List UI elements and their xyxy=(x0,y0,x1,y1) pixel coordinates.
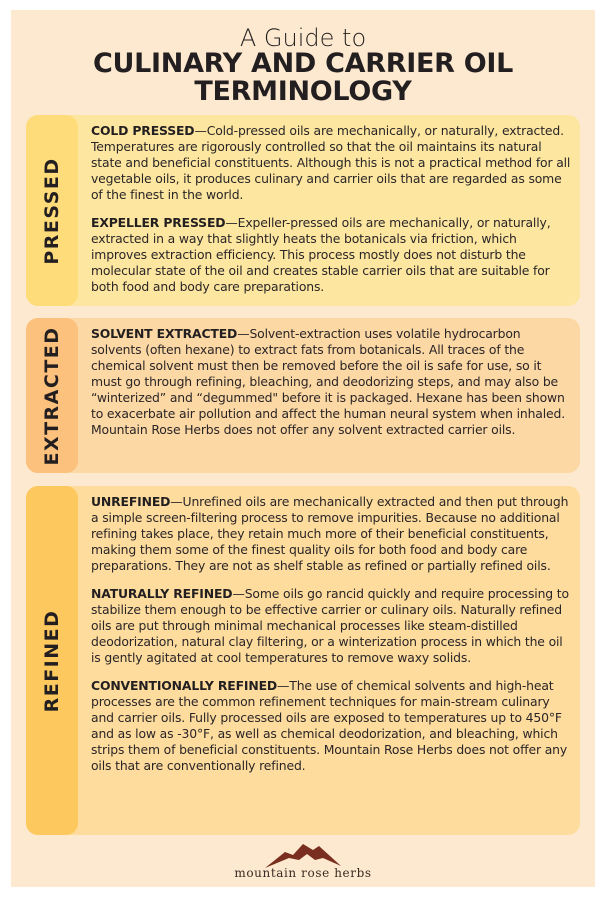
entry-text: Cold-pressed oils are mechanically, or naturally, extracted. Temperatures are rigorously controlled so that the oil maintains its natural state and beneficial constituents. Although this is not a practical method for all vegetable oils, it produces culinary and carrier oils that are regarded as some of the finest in the world. xyxy=(91,123,571,202)
entry-text: Unrefined oils are mechanically extracted and then put through a simple screen-filtering process to remove impurities. Because no additional refining takes place, they retain much more of their beneficial constituents, making them some of the finest quality oils for both food and body care preparations. They are not as shelf stable as refined or partially refined oils. xyxy=(91,494,569,573)
title-subtitle: A Guide to xyxy=(239,24,367,52)
page-title xyxy=(11,50,595,106)
title-line-2: TERMINOLOGY xyxy=(194,76,412,107)
entry-text: Solvent-extraction uses volatile hydrocarbon solvents (often hexane) to extract fats from botanicals. All traces of the chemical solvent must then be removed before the oil is safe for use, so it must go through refining, bleaching, and deodorizing steps, and may also be “winterized” and “degummed" before it is packaged. Hexane has been shown to exacerbate air pollution and affect the human neural system when inhaled. Mountain Rose Herbs does not offer any solvent extracted carrier oils. xyxy=(91,326,566,437)
brand-logo xyxy=(11,842,595,884)
entry-term: NATURALLY REFINED xyxy=(91,586,233,601)
entry-term: COLD PRESSED xyxy=(91,123,195,138)
section-label: PRESSED xyxy=(41,156,63,265)
section-refined xyxy=(26,486,580,835)
entry-text: Some oils go rancid quickly and require processing to stabilize them enough to be effective carrier or culinary oils. Naturally refined oils are put through minimal mechanical processes like steam-distilled deodorization, natural clay filtering, or a winterization process in which the oil is gently agitated at cool temperatures to remove waxy solids. xyxy=(91,586,569,665)
entry-term: SOLVENT EXTRACTED xyxy=(91,326,238,341)
title-line-1: CULINARY AND CARRIER OIL xyxy=(92,48,514,79)
entry-expeller-pressed: EXPELLER PRESSED—Expeller-pressed oils are mechanically, or naturally, extracted in a way that slightly heats the botanicals via friction, which improves extraction efficiency. This process mostly does not disturb the molecular state of the oil and creates stable carrier oils that are suitable for both food and body care preparations. xyxy=(91,215,551,294)
section-extracted xyxy=(26,318,580,473)
entry-text: The use of chemical solvents and high-heat processes are the common refinement techniques for main-stream culinary and carrier oils. Fully processed oils are exposed to temperatures up to 450°F and as low as -30°F, as well as chemical deodorization, and bleaching, which strips them of beneficial constituents. Mountain Rose Herbs does not offer any oils that are conventionally refined. xyxy=(91,678,568,773)
section-content xyxy=(91,123,574,307)
section-content xyxy=(91,326,574,450)
section-tab-extracted xyxy=(26,318,78,473)
section-label: EXTRACTED xyxy=(41,325,63,466)
infographic-panel xyxy=(11,10,595,887)
entry-cold-pressed: COLD PRESSED—Cold-pressed oils are mechanically, or naturally, extracted. Temperatures are rigorously controlled so that the oil maintains its natural state and beneficial constituents. Although this is not a practical method for all vegetable oils, it produces culinary and carrier oils that are regarded as some of the finest in the world. xyxy=(91,123,571,202)
section-content xyxy=(91,494,574,786)
section-pressed xyxy=(26,115,580,306)
section-tab-refined xyxy=(26,486,78,835)
entry-conventionally-refined: CONVENTIONALLY REFINED—The use of chemical solvents and high-heat processes are the common refinement techniques for main-stream culinary and carrier oils. Fully processed oils are exposed to temperatures up to 450°F and as low as -30°F, as well as chemical deodorization, and bleaching, which strips them of beneficial constituents. Mountain Rose Herbs does not offer any oils that are conventionally refined. xyxy=(91,678,568,773)
section-label: REFINED xyxy=(41,609,63,712)
brand-name: mountain rose herbs xyxy=(234,866,372,880)
entry-naturally-refined: NATURALLY REFINED—Some oils go rancid quickly and require processing to stabilize them enough to be effective carrier or culinary oils. Naturally refined oils are put through minimal mechanical processes like steam-distilled deodorization, natural clay filtering, or a winterization process in which the oil is gently agitated at cool temperatures to remove waxy solids. xyxy=(91,586,569,665)
entry-unrefined: UNREFINED—Unrefined oils are mechanically extracted and then put through a simple screen-filtering process to remove impurities. Because no additional refining takes place, they retain much more of their beneficial constituents, making them some of the finest quality oils for both food and body care preparations. They are not as shelf stable as refined or partially refined oils. xyxy=(91,494,569,573)
mountain-icon xyxy=(263,842,343,868)
entry-term: EXPELLER PRESSED xyxy=(91,215,226,230)
entry-text: Expeller-pressed oils are mechanically, or naturally, extracted in a way that slightly heats the botanicals via friction, which improves extraction efficiency. This process mostly does not disturb the molecular state of the oil and creates stable carrier oils that are suitable for both food and body care preparations. xyxy=(91,215,551,294)
entry-solvent-extracted: SOLVENT EXTRACTED—Solvent-extraction uses volatile hydrocarbon solvents (often hexane) to extract fats from botanicals. All traces of the chemical solvent must then be removed before the oil is safe for use, so it must go through refining, bleaching, and deodorizing steps, and may also be “winterized” and “degummed" before it is packaged. Hexane has been shown to exacerbate air pollution and affect the human neural system when inhaled. Mountain Rose Herbs does not offer any solvent extracted carrier oils. xyxy=(91,326,566,437)
entry-term: CONVENTIONALLY REFINED xyxy=(91,678,278,693)
section-tab-pressed xyxy=(26,115,78,306)
entry-term: UNREFINED xyxy=(91,494,171,509)
